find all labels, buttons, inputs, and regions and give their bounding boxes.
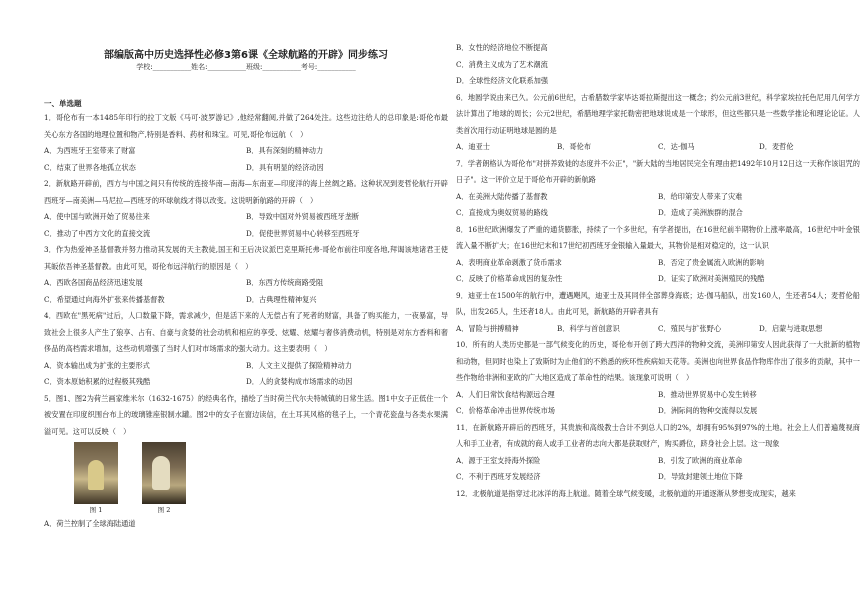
right-column xyxy=(456,40,860,502)
question-text: 9．迪亚士在1500年的航行中，遭遇飓风，迪亚士及其同伴全部葬身海底；达·伽马船队，出发160人，生还者54人；麦哲伦船队，出发265人，生还者18人。由此可见，新航路的开辟者具有 xyxy=(456,290,860,316)
answer-option[interactable]: B．科学与首创意识 xyxy=(557,323,620,333)
answer-option[interactable]: B．引发了欧洲的商业革命 xyxy=(658,455,743,465)
answer-options xyxy=(44,209,448,242)
answer-option[interactable]: B．东西方传统商路受阻 xyxy=(246,278,324,287)
answer-options xyxy=(456,189,860,222)
question-text: 12．北极航道是指穿过北冰洋的海上航道。随着全球气候变暖，北极航道的开通逐渐从梦想变成现实，越来 xyxy=(456,488,796,498)
answer-option[interactable]: D．古典理性精神复兴 xyxy=(246,294,317,304)
answer-option[interactable]: A．为西班牙王室带来了财富 xyxy=(44,146,136,155)
question-text: 7．学者朗格认为哥伦布"对拼养致徒的态度并不公正"，"新大陆的当地居民完全有理由把1492年10月12日这一天称作该诅咒的日子"。这一评价立足于哥伦布开辟的新航路 xyxy=(456,158,860,184)
answer-options xyxy=(44,358,448,391)
answer-option[interactable]: B．导致中国对外贸易被西班牙垄断 xyxy=(246,212,360,221)
painting-figure xyxy=(74,442,118,516)
answer-option[interactable]: C．资本原始积累的过程极其残酷 xyxy=(44,377,151,386)
answer-options xyxy=(456,139,860,156)
student-info-line: 学校:___________姓名:___________班级:___________考号:___________ xyxy=(136,63,356,71)
question-text: 4．西欧在"黑死病"过后，人口数量下降，需求减少，但是活下来的人无偿占有了死者的财富，具备了购买能力，一夜暴富，导致社会上很多人产生了狼享、占有、自豪与贪婪的社会动机和相应的享受、炫耀、炫耀与奢侈消费动机，特别是对东方香料和奢侈品的高档需求增加，这些动机增强了当时人们对市场需求的强大动力。这主要表明（ ） xyxy=(44,311,448,353)
question-text: 6．地圆学说由来已久。公元前6世纪，古希腊数学家毕达哥拉斯提出这一概念；约公元前3世纪，科学家埃拉托色尼用几何学方法计算出了地球的周长；公元2世纪，希腊地理学家托勒密把地球说成是一个球形，但这些都只是一些数学推论和理论论证。人类首次用行动证明地球是圆的是 xyxy=(456,92,860,135)
painting-image xyxy=(142,442,186,504)
answer-option[interactable]: D．人的贪婪构成市场需求的动因 xyxy=(246,377,353,386)
answer-option[interactable]: D．促使世界贸易中心转移至西班牙 xyxy=(246,228,360,238)
answer-option[interactable]: C．希望通过向海外扩张来传播基督教 xyxy=(44,294,165,304)
question-text: 2．新航路开辟前，西方与中国之间只有传统的连接华南—南海—东南亚—印度洋的海上丝绸之路。这种状况到麦哲伦航行开辟西班牙—南美洲—马尼拉—西班牙的环球航线才得以改变。这说明新航路的开辟（ ） xyxy=(44,179,448,205)
figure-caption: 图 1 xyxy=(89,506,103,514)
answer-option[interactable]: D．全球性经济文化联系加强 xyxy=(456,76,549,85)
answer-option[interactable]: A．表明商业革命剥激了货币需求 xyxy=(456,257,562,267)
answer-option[interactable]: B．推动世界贸易中心发生转移 xyxy=(658,389,757,399)
answer-option[interactable]: D．导致封建领土地位下降 xyxy=(658,472,743,481)
painting-image xyxy=(74,442,118,504)
figure-caption: 图 2 xyxy=(157,506,171,514)
answer-option[interactable]: C．价格革命冲击世界传统市场 xyxy=(456,406,555,415)
answer-option[interactable]: D．具有明显的经济动因 xyxy=(246,162,324,172)
left-column xyxy=(44,110,448,533)
answer-option[interactable]: D．造成了美洲族群的混合 xyxy=(658,208,743,217)
answer-option[interactable]: C．消费主义成为了艺术潮流 xyxy=(456,59,548,69)
answer-option[interactable]: D．洲际间的物种交流得以发展 xyxy=(658,406,758,415)
answer-option[interactable]: B．女性的经济地位不断提高 xyxy=(456,43,548,52)
answer-option[interactable]: D．麦哲伦 xyxy=(759,142,794,151)
answer-option[interactable]: A．西欧各国商品经济迅速发展 xyxy=(44,278,143,287)
question-text: 5．图1、图2为荷兰画家维米尔（1632-1675）的经典名作，描绘了当时荷兰代尔夫特城镇的日常生活。图1中女子正低住一个被安置在印度织围台布上的玻璃锥座银制水罐。图2中的女子在窗边读信，在土耳其风格的毯子上，一个青花瓷盘与各类水果满溢可见。这可以反映（ ） xyxy=(44,393,448,436)
answer-option[interactable]: A．在美洲大陆传播了基督教 xyxy=(456,191,548,201)
answer-option[interactable]: B．具有深刻的精神动力 xyxy=(246,146,324,155)
answer-option[interactable]: D．启蒙与进取思想 xyxy=(759,323,823,333)
answer-option[interactable]: B．否定了贵金属流入欧洲的影响 xyxy=(658,257,764,267)
answer-options xyxy=(44,143,448,176)
answer-options xyxy=(44,275,448,308)
answer-option[interactable]: C．不利于西班牙发展经济 xyxy=(456,472,541,481)
answer-option[interactable]: C．推动了中西方文化的直接交流 xyxy=(44,228,151,238)
answer-option[interactable]: A．人们日常饮食结构源远合理 xyxy=(456,389,555,399)
question-text: 1．哥伦布有一本1485年印行的拉丁文版《马可·波罗游记》,他经常翻阅,并做了264处注。这些边注给人的总印象是:哥伦布最关心东方各国的地理位置和物产,特别是香料、药材和珠宝。可见,哥伦布远航（ ） xyxy=(44,113,448,139)
answer-option[interactable]: B．哥伦布 xyxy=(557,142,592,151)
answer-option[interactable]: C．殖民与扩张野心 xyxy=(658,323,722,333)
answer-option[interactable]: A．资本输出成为扩张的主要形式 xyxy=(44,360,150,370)
answer-option[interactable]: C．反映了价格革命成因的复杂性 xyxy=(456,274,563,283)
question-text: 10．所有的人类历史都是一部气候变化的历史，哥伦布开创了跨大西洋的物种交流，美洲印第安人因此获得了一大批新的植物和动物，但同时也染上了致斯时为止他们的不熟悉的疾环性疾病如天花等。美洲也向世界食品作物库作出了很多的贡献，其中一些作物给非洲和亚欧的广大地区造成了革命性的结果。该现象可说明（ ） xyxy=(456,340,860,382)
answer-options xyxy=(456,40,860,90)
answer-options xyxy=(456,255,860,288)
answer-option[interactable]: A．源于王室支持海外探险 xyxy=(456,455,541,465)
answer-option[interactable]: C．直接成为奥奴贸易的路线 xyxy=(456,208,548,217)
answer-option[interactable]: A．使中国与欧洲开始了贸易往来 xyxy=(44,212,150,221)
question-text: 8．16世纪欧洲爆发了严重的通货膨胀，持续了一个多世纪，有学者提出，在16世纪前半期物价上涨率最高，16世纪中叶金银流入量不断扩大；在16世纪末和17世纪初西班牙金银输入量最大，其物价是相对稳定的，这一认识 xyxy=(456,224,860,250)
question-text: 3．作为热爱神圣基督教并努力推动其发展的天主教徒,国王和王后决议派巴克里斯托弗·哥伦布前往印度各地,拜谒该地诸君王使其皈依吾神圣基督教。由此可见，哥伦布远洋航行的原因是（ ） xyxy=(44,245,448,271)
answer-options xyxy=(456,387,860,420)
answer-option[interactable]: C．结束了世界各地孤立状态 xyxy=(44,162,136,172)
answer-option[interactable]: A．荷兰控制了全球海陆通道 xyxy=(44,519,136,528)
question-text: 11．在新航路开辟后的西班牙，其贵族和高级教士合计不到总人口的2%，却拥有95%到97%的土地。社会上人们普遍蔑视商人和手工业者，有成就的商人或手工业者的志向大都是获取财产，购买爵位，跻身社会上层。这一现象 xyxy=(456,422,860,448)
answer-option[interactable]: C．达·伽马 xyxy=(658,142,695,151)
figure-group xyxy=(74,442,448,516)
answer-options xyxy=(456,453,860,486)
document-title: 部编版高中历史选择性必修3第6课《全球航路的开辟》同步练习 xyxy=(104,50,388,61)
answer-option[interactable]: A．冒险与拼搏精神 xyxy=(456,323,519,333)
painting-figure xyxy=(142,442,186,516)
answer-option[interactable]: D．证实了欧洲对美洲殖民的残酷 xyxy=(658,274,765,283)
answer-option[interactable]: B．给印第安人带来了灾难 xyxy=(658,191,743,201)
answer-options xyxy=(456,321,860,338)
section-heading: 一、单选题 xyxy=(44,99,82,108)
answer-option[interactable]: A．迪亚士 xyxy=(456,142,490,151)
answer-option[interactable]: B．人文主义提供了探险精神动力 xyxy=(246,360,352,370)
